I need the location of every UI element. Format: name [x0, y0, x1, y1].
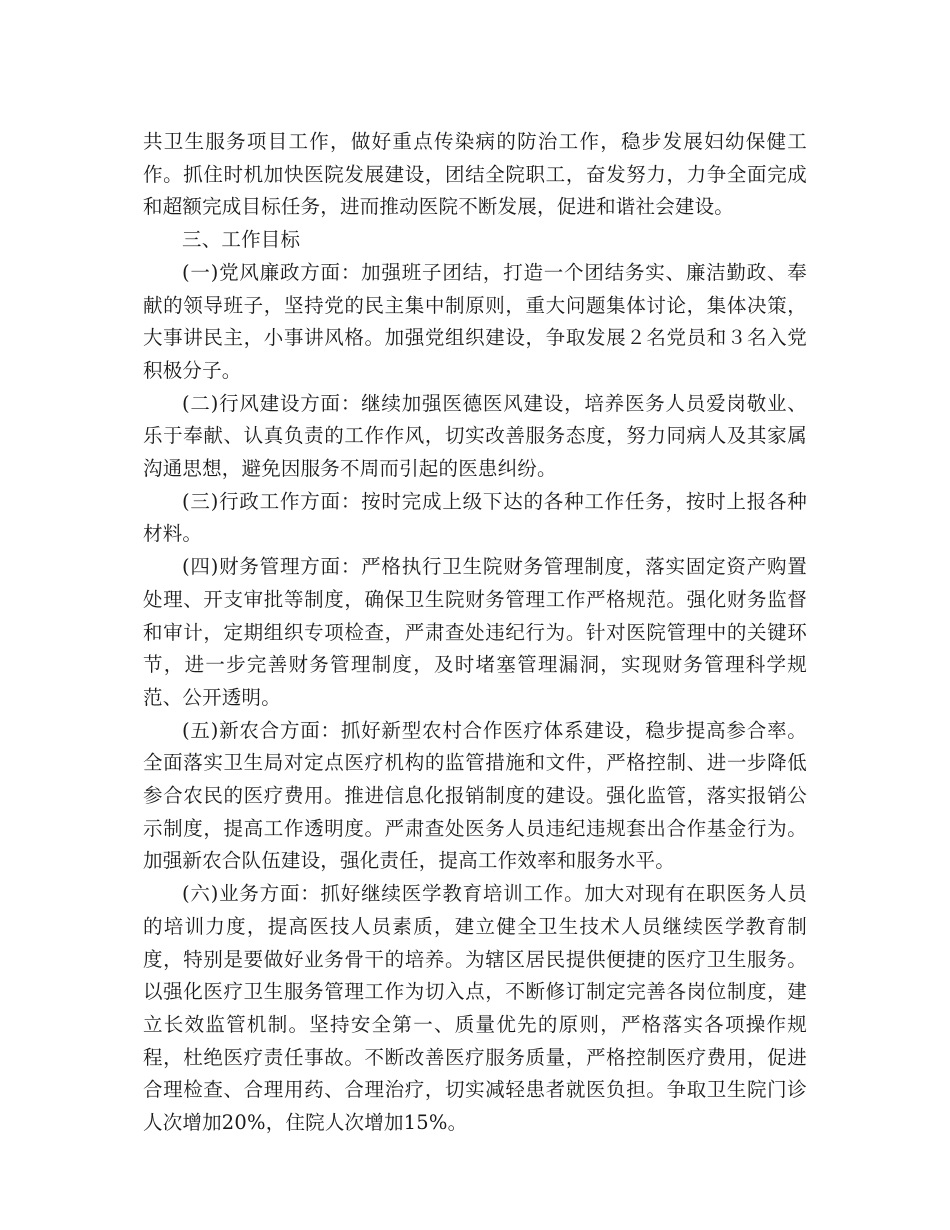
paragraph-administration: (三)行政工作方面：按时完成上级下达的各种工作任务，按时上报各种材料。: [143, 489, 807, 546]
paragraph-party-conduct: (一)党风廉政方面：加强班子团结，打造一个团结务实、廉洁勤政、奉献的领导班子，坚持党的民主集中制原则，重大问题集体讨论，集体决策，大事讲民主，小事讲风格。加强党组织建设，争取发展２名党员和３名入党积极分子。: [143, 260, 807, 382]
paragraph-business: (六)业务方面：抓好继续医学教育培训工作。加大对现有在职医务人员的培训力度，提高医技人员素质，建立健全卫生技术人员继续医学教育制度，特别是要做好业务骨干的培养。为辖区居民提供便捷的医疗卫生服务。以强化医疗卫生服务管理工作为切入点，不断修订制定完善各岗位制度，建立长效监管机制。坚持安全第一、质量优先的原则，严格落实各项操作规程，杜绝医疗责任事故。不断改善医疗服务质量，严格控制医疗费用，促进合理检查、合理用药、合理治疗，切实减轻患者就医负担。争取卫生院门诊人次增加20%，住院人次增加15%。: [143, 882, 807, 1135]
section-heading-work-goals: 三、工作目标: [182, 228, 301, 252]
paragraph-continuation: 共卫生服务项目工作，做好重点传染病的防治工作，稳步发展妇幼保健工作。抓住时机加快医院发展建设，团结全院职工，奋发努力，力争全面完成和超额完成目标任务，进而推动医院不断发展，促进和谐社会建设。: [143, 130, 807, 219]
paragraph-rural-cooperative-medical: (五)新农合方面：抓好新型农村合作医疗体系建设，稳步提高参合率。全面落实卫生局对定点医疗机构的监管措施和文件，严格控制、进一步降低参合农民的医疗费用。推进信息化报销制度的建设。强化监管，落实报销公示制度，提高工作透明度。严肃查处医务人员违纪违规套出合作基金行为。加强新农合队伍建设，强化责任，提高工作效率和服务水平。: [143, 718, 807, 873]
document-body: [143, 126, 807, 1140]
paragraph-industry-conduct: (二)行风建设方面：继续加强医德医风建设，培养医务人员爱岗敬业、乐于奉献、认真负责的工作作风，切实改善服务态度，努力同病人及其家属沟通思想，避免因服务不周而引起的医患纠纷。: [143, 391, 807, 481]
paragraph-financial-management: (四)财务管理方面：严格执行卫生院财务管理制度，落实固定资产购置处理、开支审批等制度，确保卫生院财务管理工作严格规范。强化财务监督和审计，定期组织专项检查，严肃查处违纪行为。针对医院管理中的关键环节，进一步完善财务管理制度，及时堵塞管理漏洞，实现财务管理科学规范、公开透明。: [143, 555, 807, 709]
